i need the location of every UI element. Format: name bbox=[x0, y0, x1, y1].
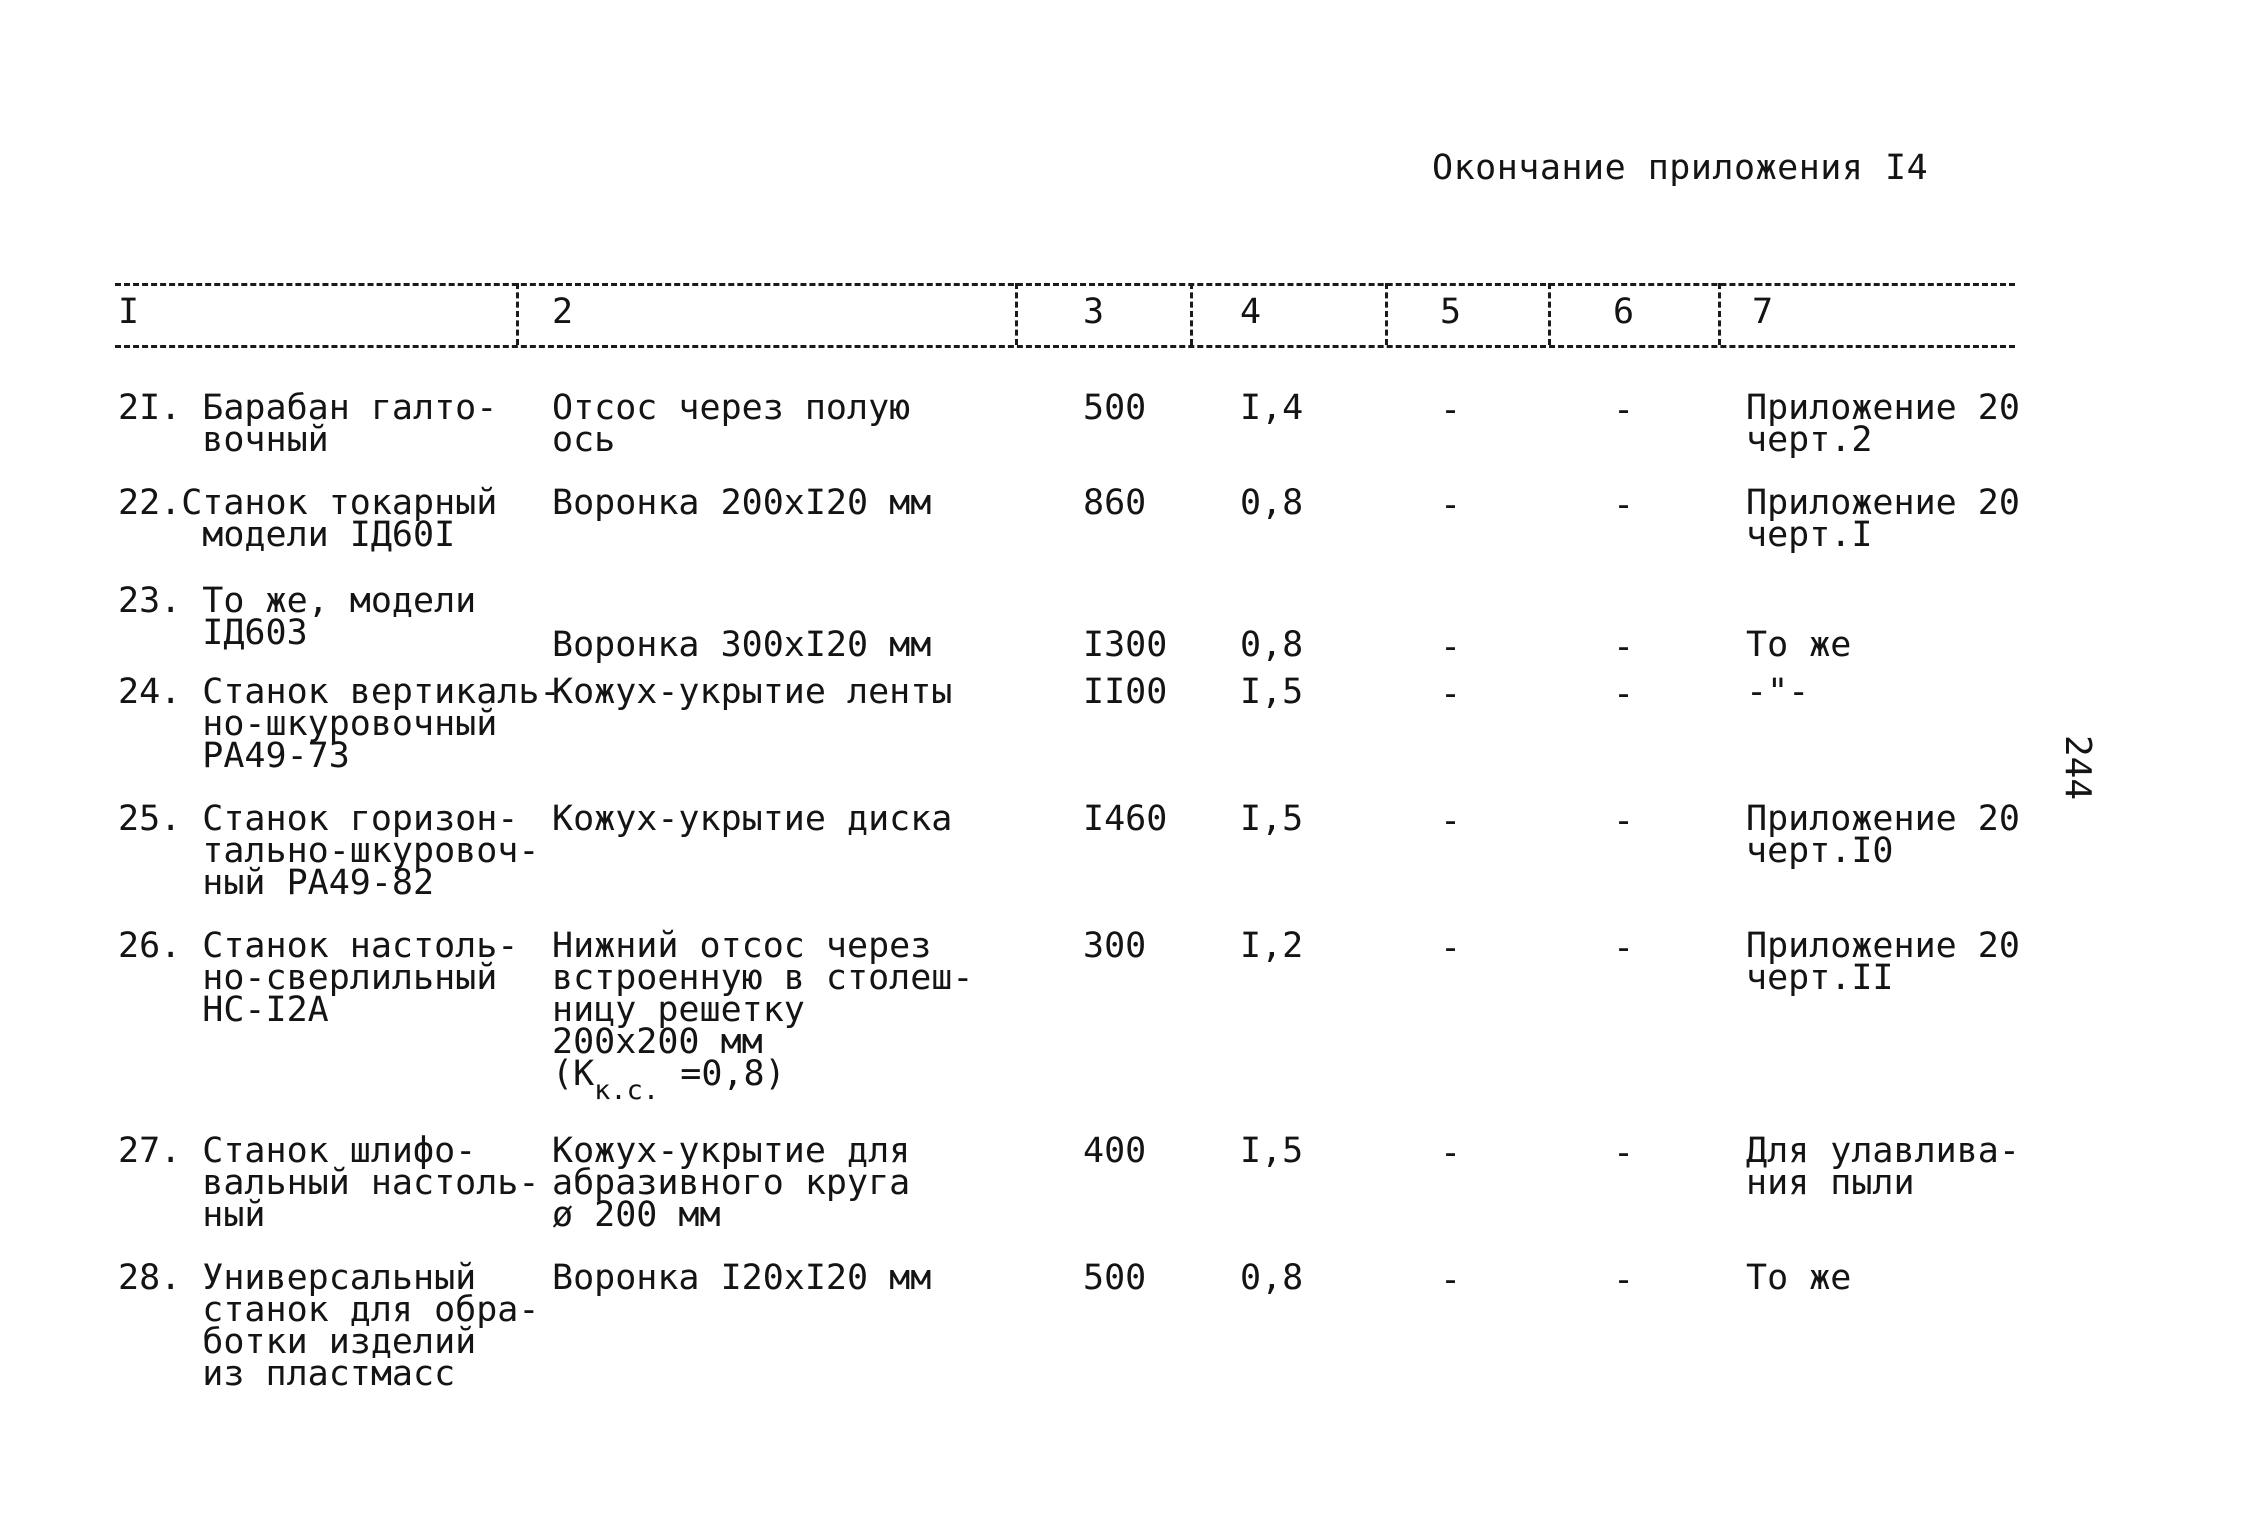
suction-device-line: абразивного круга bbox=[552, 1163, 911, 1203]
suction-device-line: Нижний отсос через bbox=[552, 926, 932, 966]
suction-device-line: Кожух-укрытие для bbox=[552, 1131, 911, 1171]
equipment-name-line: тально-шкуровоч- bbox=[118, 831, 540, 871]
note-reference-line: Приложение 20 bbox=[1746, 799, 2020, 839]
note-reference-line: То же bbox=[1746, 1258, 1852, 1298]
table-header-rule bbox=[115, 345, 2015, 348]
suction-device-line: Отсос через полую bbox=[552, 388, 911, 428]
note-reference-line: -"- bbox=[1746, 672, 1810, 712]
suction-device-line: ницу решетку bbox=[552, 990, 805, 1030]
equipment-name-line: из пластмасс bbox=[118, 1354, 456, 1394]
coefficient-value-col4: I,5 bbox=[1240, 1131, 1304, 1171]
correction-coefficient bbox=[552, 1054, 973, 1106]
equipment-name-line: модели IД60I bbox=[118, 515, 456, 555]
col6-dash: - bbox=[1613, 928, 1635, 968]
note-reference bbox=[1746, 483, 2020, 555]
col6-dash: - bbox=[1613, 390, 1635, 430]
col6-dash: - bbox=[1613, 1260, 1635, 1300]
note-reference-line: черт.II bbox=[1746, 958, 1894, 998]
note-reference-line: Для улавлива- bbox=[1746, 1131, 2020, 1171]
suction-device-line: встроенную в столеш- bbox=[552, 958, 974, 998]
col5-dash: - bbox=[1440, 1260, 1462, 1300]
header-col-4: 4 bbox=[1240, 292, 1262, 332]
appendix-caption: Окончание приложения I4 bbox=[1432, 148, 1929, 188]
note-reference bbox=[1746, 672, 1810, 712]
equipment-name-line: ный bbox=[118, 1195, 266, 1235]
equipment-name-line: вальный настоль- bbox=[118, 1163, 540, 1203]
suction-device-line: ось bbox=[552, 420, 616, 460]
header-divider bbox=[1718, 283, 1721, 345]
suction-device-line: Воронка I20хI20 мм bbox=[552, 1258, 932, 1298]
suction-device bbox=[552, 388, 911, 460]
note-reference-line: черт.I bbox=[1746, 515, 1873, 555]
header-col-1: I bbox=[118, 292, 140, 332]
equipment-name bbox=[118, 1258, 540, 1394]
coefficient-open: (K bbox=[552, 1054, 595, 1094]
suction-device-line: ø 200 мм bbox=[552, 1195, 721, 1235]
suction-device bbox=[552, 672, 953, 712]
equipment-name bbox=[118, 926, 519, 1030]
equipment-name-line: IД603 bbox=[118, 613, 308, 653]
air-volume-value: 400 bbox=[1083, 1131, 1147, 1171]
equipment-name-line: 22.Станок токарный bbox=[118, 483, 498, 523]
equipment-name bbox=[118, 1131, 540, 1235]
equipment-name-line: 27. Станок шлифо- bbox=[118, 1131, 477, 1171]
col5-dash: - bbox=[1440, 801, 1462, 841]
equipment-name-line: РА49-73 bbox=[118, 736, 350, 776]
air-volume-value: 500 bbox=[1083, 388, 1147, 428]
note-reference-line: Приложение 20 bbox=[1746, 926, 2020, 966]
note-reference-line: Приложение 20 bbox=[1746, 388, 2020, 428]
equipment-name-line: 2I. Барабан галто- bbox=[118, 388, 498, 428]
header-col-2: 2 bbox=[552, 292, 574, 332]
note-reference-line: Приложение 20 bbox=[1746, 483, 2020, 523]
suction-device-line: Воронка 200хI20 мм bbox=[552, 483, 932, 523]
equipment-name-line: вочный bbox=[118, 420, 329, 460]
note-reference-line: ния пыли bbox=[1746, 1163, 1915, 1203]
header-divider bbox=[1548, 283, 1551, 345]
suction-device bbox=[552, 1258, 932, 1298]
equipment-name bbox=[118, 483, 498, 555]
coefficient-value-col4: I,5 bbox=[1240, 799, 1304, 839]
note-reference-line: То же bbox=[1746, 625, 1852, 665]
equipment-name bbox=[118, 581, 477, 653]
equipment-name-line: ботки изделий bbox=[118, 1322, 477, 1362]
col5-dash: - bbox=[1440, 1133, 1462, 1173]
coefficient-value-col4: I,2 bbox=[1240, 926, 1304, 966]
coefficient-subscript: к.с. bbox=[594, 1075, 660, 1106]
note-reference bbox=[1746, 799, 2020, 871]
air-volume-value: 500 bbox=[1083, 1258, 1147, 1298]
suction-device-line: Кожух-укрытие диска bbox=[552, 799, 953, 839]
air-volume-value: 300 bbox=[1083, 926, 1147, 966]
header-col-7: 7 bbox=[1752, 292, 1774, 332]
header-col-3: 3 bbox=[1083, 292, 1105, 332]
col5-dash: - bbox=[1440, 674, 1462, 714]
coefficient-value-col4: 0,8 bbox=[1240, 483, 1304, 523]
col5-dash: - bbox=[1440, 485, 1462, 525]
col6-dash: - bbox=[1613, 627, 1635, 667]
col5-dash: - bbox=[1440, 627, 1462, 667]
equipment-name-line: ный РА49-82 bbox=[118, 863, 435, 903]
page-number: 244 bbox=[2057, 735, 2098, 801]
equipment-name-line: но-шкуровочный bbox=[118, 704, 498, 744]
suction-device bbox=[552, 483, 932, 523]
col6-dash: - bbox=[1613, 674, 1635, 714]
equipment-name bbox=[118, 672, 561, 776]
col5-dash: - bbox=[1440, 928, 1462, 968]
air-volume-value: II00 bbox=[1083, 672, 1168, 712]
note-reference-line: черт.2 bbox=[1746, 420, 1873, 460]
equipment-name-line: 26. Станок настоль- bbox=[118, 926, 519, 966]
coefficient-value: =0,8) bbox=[659, 1054, 786, 1094]
table-top-rule bbox=[115, 283, 2015, 286]
air-volume-value: I460 bbox=[1083, 799, 1168, 839]
col6-dash: - bbox=[1613, 1133, 1635, 1173]
equipment-name-line: но-сверлильный bbox=[118, 958, 498, 998]
suction-device bbox=[552, 926, 974, 1106]
header-divider bbox=[1385, 283, 1388, 345]
suction-device bbox=[552, 625, 932, 665]
coefficient-value-col4: I,4 bbox=[1240, 388, 1304, 428]
air-volume-value: I300 bbox=[1083, 625, 1168, 665]
suction-device bbox=[552, 1131, 911, 1235]
equipment-name-line: 24. Станок вертикаль- bbox=[118, 672, 561, 712]
air-volume-value: 860 bbox=[1083, 483, 1147, 523]
equipment-name-line: 28. Универсальный bbox=[118, 1258, 477, 1298]
col6-dash: - bbox=[1613, 801, 1635, 841]
equipment-name-line: 23. То же, модели bbox=[118, 581, 477, 621]
note-reference bbox=[1746, 388, 2020, 460]
coefficient-value-col4: I,5 bbox=[1240, 672, 1304, 712]
note-reference-line: черт.I0 bbox=[1746, 831, 1894, 871]
equipment-name bbox=[118, 388, 498, 460]
coefficient-value-col4: 0,8 bbox=[1240, 625, 1304, 665]
header-col-6: 6 bbox=[1613, 292, 1635, 332]
equipment-name bbox=[118, 799, 540, 903]
header-divider bbox=[1015, 283, 1018, 345]
equipment-name-line: 25. Станок горизон- bbox=[118, 799, 519, 839]
header-col-5: 5 bbox=[1440, 292, 1462, 332]
suction-device-line: Кожух-укрытие ленты bbox=[552, 672, 953, 712]
col6-dash: - bbox=[1613, 485, 1635, 525]
note-reference bbox=[1746, 1131, 2020, 1203]
col5-dash: - bbox=[1440, 390, 1462, 430]
equipment-name-line: станок для обра- bbox=[118, 1290, 540, 1330]
header-divider bbox=[1190, 283, 1193, 345]
suction-device-line: 200х200 мм bbox=[552, 1022, 763, 1062]
header-divider bbox=[516, 283, 519, 345]
note-reference bbox=[1746, 926, 2020, 998]
coefficient-value-col4: 0,8 bbox=[1240, 1258, 1304, 1298]
note-reference bbox=[1746, 625, 1852, 665]
note-reference bbox=[1746, 1258, 1852, 1298]
equipment-name-line: НС-I2А bbox=[118, 990, 329, 1030]
suction-device bbox=[552, 799, 953, 839]
suction-device-line: Воронка 300хI20 мм bbox=[552, 625, 932, 665]
